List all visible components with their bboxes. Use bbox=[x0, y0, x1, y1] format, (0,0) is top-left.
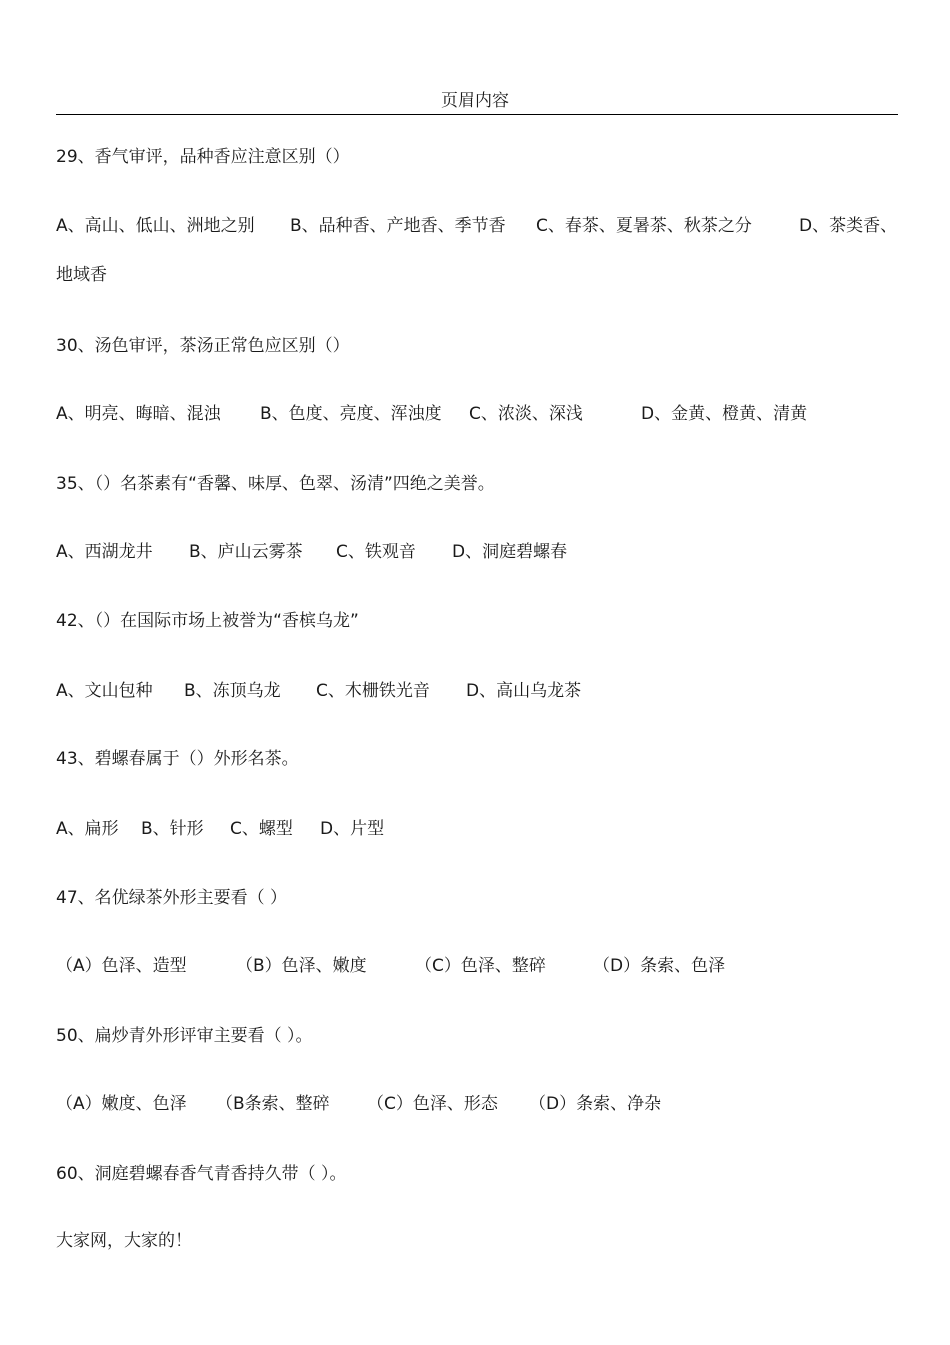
options-50 bbox=[56, 1093, 661, 1115]
options-42 bbox=[56, 680, 581, 702]
options-35 bbox=[56, 541, 567, 563]
question-60: 60、洞庭碧螺春香气青香持久带（ ）。 bbox=[56, 1164, 347, 1184]
options-30 bbox=[56, 403, 807, 425]
question-35: 35、（）名茶素有“香馨、味厚、色翠、汤清”四绝之美誉。 bbox=[56, 474, 495, 494]
question-43: 43、碧螺春属于（）外形名茶。 bbox=[56, 749, 299, 769]
option-42-b: B、冻顶乌龙 bbox=[184, 681, 281, 701]
option-30-c: C、浓淡、深浅 bbox=[469, 404, 583, 424]
option-30-b: B、色度、亮度、浑浊度 bbox=[260, 404, 442, 424]
option-29-a: A、高山、低山、洲地之别 bbox=[56, 216, 255, 236]
option-43-d: D、片型 bbox=[320, 819, 385, 839]
option-30-a: A、明亮、晦暗、混浊 bbox=[56, 404, 221, 424]
question-30: 30、汤色审评，茶汤正常色应区别（） bbox=[56, 336, 350, 356]
option-35-b: B、庐山云雾茶 bbox=[189, 542, 303, 562]
option-35-d: D、洞庭碧螺春 bbox=[452, 542, 568, 562]
option-30-d: D、金黄、橙黄、清黄 bbox=[641, 404, 808, 424]
options-29-continuation: 地域香 bbox=[56, 265, 107, 285]
page-header-title: 页眉内容 bbox=[441, 91, 509, 111]
options-29 bbox=[56, 215, 897, 237]
option-43-b: B、针形 bbox=[141, 819, 204, 839]
option-35-a: A、西湖龙井 bbox=[56, 542, 153, 562]
footer-text: 大家网，大家的！ bbox=[56, 1231, 192, 1251]
option-50-d: （D）条索、净杂 bbox=[529, 1094, 662, 1114]
option-42-c: C、木栅铁光音 bbox=[316, 681, 430, 701]
option-29-d: D、茶类香、 bbox=[799, 216, 898, 236]
question-42: 42、（）在国际市场上被誉为“香槟乌龙” bbox=[56, 611, 359, 631]
option-50-b: （B条索、整碎 bbox=[216, 1094, 330, 1114]
option-50-a: （A）嫩度、色泽 bbox=[56, 1094, 187, 1114]
option-50-c: （C）色泽、形态 bbox=[367, 1094, 498, 1114]
option-47-a: （A）色泽、造型 bbox=[56, 956, 187, 976]
option-29-c: C、春茶、夏暑茶、秋茶之分 bbox=[536, 216, 752, 236]
option-42-a: A、文山包种 bbox=[56, 681, 153, 701]
option-47-d: （D）条索、色泽 bbox=[593, 956, 726, 976]
option-35-c: C、铁观音 bbox=[336, 542, 416, 562]
option-43-c: C、螺型 bbox=[230, 819, 293, 839]
options-47 bbox=[56, 955, 725, 977]
header-divider bbox=[56, 114, 898, 115]
option-47-b: （B）色泽、嫩度 bbox=[236, 956, 367, 976]
question-50: 50、扁炒青外形评审主要看（ ）。 bbox=[56, 1026, 313, 1046]
question-29: 29、香气审评，品种香应注意区别（） bbox=[56, 147, 350, 167]
question-47: 47、名优绿茶外形主要看（ ） bbox=[56, 888, 288, 908]
option-29-b: B、品种香、产地香、季节香 bbox=[290, 216, 506, 236]
option-47-c: （C）色泽、整碎 bbox=[415, 956, 546, 976]
option-43-a: A、扁形 bbox=[56, 819, 119, 839]
option-42-d: D、高山乌龙茶 bbox=[466, 681, 582, 701]
options-43 bbox=[56, 818, 384, 840]
